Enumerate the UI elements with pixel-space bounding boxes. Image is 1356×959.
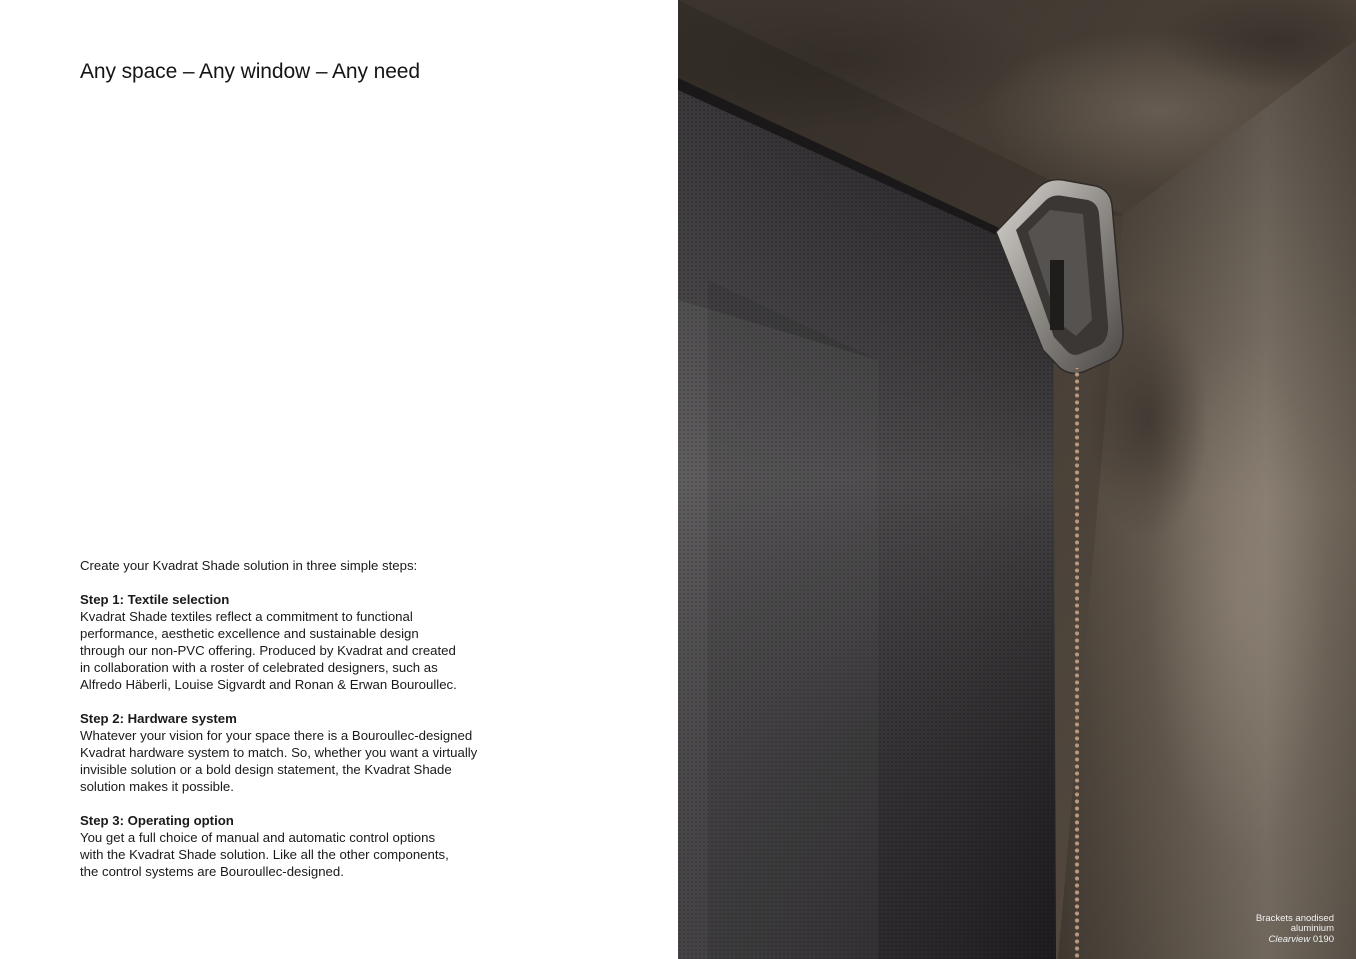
page-title: Any space – Any window – Any need	[80, 60, 420, 83]
step-text-line: the control systems are Bouroullec-designed.	[80, 864, 344, 879]
photo-page	[678, 0, 1356, 959]
step-text-line: with the Kvadrat Shade solution. Like all the other components,	[80, 847, 449, 862]
step-text-line: You get a full choice of manual and automatic control options	[80, 830, 436, 845]
step-text-line: performance, aesthetic excellence and sustainable design	[80, 626, 419, 641]
step-text-line: Alfredo Häberli, Louise Sigvardt and Ronan & Erwan Bouroullec.	[80, 677, 457, 692]
step-heading: Step 2: Hardware system	[80, 711, 237, 726]
caption-product-name: Clearview	[1268, 933, 1311, 945]
step-text-line: Whatever your vision for your space there is a Bouroullec-designed	[80, 728, 473, 743]
roller-shade-photo	[678, 0, 1356, 959]
step-textile-selection	[80, 591, 520, 693]
step-text-line: in collaboration with a roster of celebrated designers, such as	[80, 660, 438, 675]
caption-product-code: 0190	[1312, 933, 1334, 945]
caption-product	[1256, 935, 1334, 946]
caption-line: Brackets anodised	[1255, 912, 1334, 924]
step-hardware-system	[80, 710, 520, 795]
step-text-line: invisible solution or a bold design statement, the Kvadrat Shade	[80, 762, 452, 777]
photo-caption	[1256, 914, 1334, 946]
intro-paragraph: Create your Kvadrat Shade solution in three simple steps:	[80, 558, 418, 573]
step-text-line: Kvadrat Shade textiles reflect a commitment to functional	[80, 609, 413, 624]
step-heading: Step 3: Operating option	[80, 813, 234, 828]
step-operating-option	[80, 812, 520, 880]
body-copy	[80, 557, 520, 880]
step-heading: Step 1: Textile selection	[80, 592, 230, 607]
caption-line: aluminium	[1290, 923, 1334, 934]
step-text-line: through our non-PVC offering. Produced by Kvadrat and created	[80, 643, 456, 658]
step-text-line: solution makes it possible.	[80, 779, 234, 794]
step-text-line: Kvadrat hardware system to match. So, whether you want a virtually	[80, 745, 478, 760]
